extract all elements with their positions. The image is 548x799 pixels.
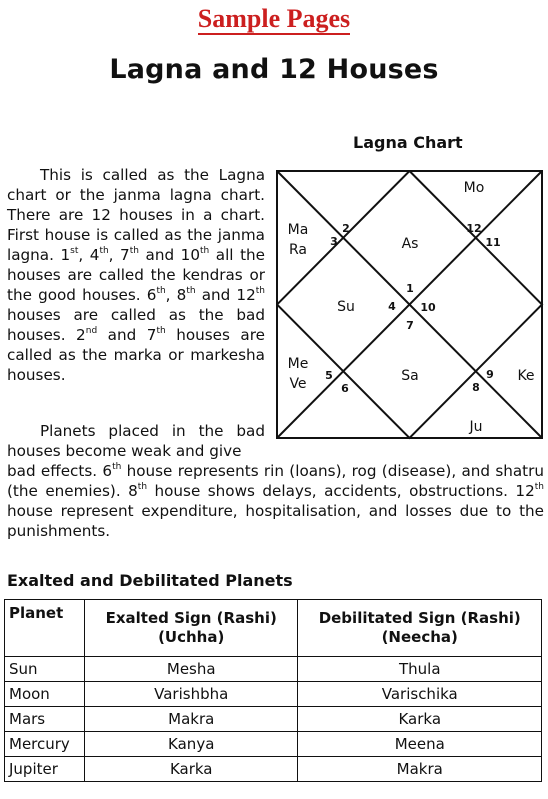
planet-mo: Mo — [463, 180, 485, 196]
cell-planet: Sun — [5, 657, 85, 682]
cell-planet: Moon — [5, 682, 85, 707]
text-span: houses are called as the bad houses. 2 — [7, 306, 265, 344]
exalted-debilitated-table — [4, 599, 542, 782]
banner-text: Sample Pages — [197, 4, 351, 33]
cell-debilitated: Thula — [298, 657, 542, 682]
superscript: th — [156, 286, 166, 296]
house-number-5: 5 — [325, 369, 333, 382]
table-section-title: Exalted and Debilitated Planets — [7, 571, 293, 590]
table-row — [5, 732, 542, 757]
superscript: th — [255, 286, 265, 296]
table-row — [5, 757, 542, 782]
planet-ma: Ma — [287, 222, 309, 238]
superscript: st — [70, 246, 79, 256]
text-span: house represent expenditure, hospitalisation, and losses due to the punishments. — [7, 502, 544, 540]
superscript: th — [186, 286, 196, 296]
cell-planet: Mercury — [5, 732, 85, 757]
house-number-12: 12 — [466, 222, 482, 235]
text-span: bad effects. 6 — [7, 462, 113, 480]
header-debilitated-line2: (Neecha) — [381, 628, 458, 646]
table-header-row — [5, 600, 542, 657]
planet-ke: Ke — [517, 368, 535, 384]
house-number-11: 11 — [485, 236, 501, 249]
cell-debilitated: Meena — [298, 732, 542, 757]
text-span: This is called as the Lagna chart or the janma lagna chart. There are 12 houses in a chart. First house is called as the janma lagna. 1 — [7, 166, 265, 264]
cell-planet: Jupiter — [5, 757, 85, 782]
text-span: , 8 — [165, 286, 187, 304]
cell-planet: Mars — [5, 707, 85, 732]
superscript: th — [99, 246, 109, 256]
cell-exalted: Kanya — [84, 732, 298, 757]
text-span: and 12 — [195, 286, 256, 304]
cell-debilitated: Varischika — [298, 682, 542, 707]
bad-houses-paragraph — [7, 461, 544, 541]
table-row — [5, 657, 542, 682]
planet-me: Me — [287, 356, 309, 372]
text-span: and 7 — [97, 326, 157, 344]
sample-pages-banner — [0, 4, 548, 34]
planet-as: As — [401, 236, 419, 252]
text-span: house represents rin (loans), rog (disease), and shatru (the enemies). 8 — [7, 462, 544, 500]
house-number-9: 9 — [486, 368, 494, 381]
superscript: th — [156, 326, 166, 336]
page-title: Lagna and 12 Houses — [109, 54, 439, 85]
planet-su: Su — [337, 299, 355, 315]
superscript: th — [534, 482, 544, 492]
house-number-1: 1 — [406, 282, 414, 295]
cell-debilitated: Karka — [298, 707, 542, 732]
house-number-2: 2 — [342, 222, 350, 235]
header-exalted — [84, 600, 298, 657]
intro-paragraph — [7, 165, 265, 385]
cell-debilitated: Makra — [298, 757, 542, 782]
chart-title: Lagna Chart — [353, 133, 463, 152]
superscript: th — [199, 246, 210, 256]
superscript: th — [137, 482, 148, 492]
planet-ra: Ra — [289, 242, 307, 258]
house-number-6: 6 — [341, 382, 349, 395]
text-span: , 4 — [78, 246, 100, 264]
superscript: nd — [85, 326, 98, 336]
text-span: house shows delays, accidents, obstructions. 12 — [147, 482, 535, 500]
text-span: and 10 — [138, 246, 200, 264]
cell-exalted: Karka — [84, 757, 298, 782]
lagna-chart — [276, 170, 544, 440]
house-number-8: 8 — [472, 381, 480, 394]
planet-ve: Ve — [289, 376, 307, 392]
header-exalted-line1: Exalted Sign (Rashi) — [105, 609, 277, 627]
table-row — [5, 682, 542, 707]
cell-exalted: Makra — [84, 707, 298, 732]
superscript: th — [129, 246, 139, 256]
table-row — [5, 707, 542, 732]
cell-exalted: Varishbha — [84, 682, 298, 707]
bad-houses-paragraph-start: Planets placed in the bad houses become weak and give — [7, 422, 265, 460]
house-number-4: 4 — [388, 300, 396, 313]
text-span: houses are called as the marka or markesha houses. — [7, 326, 265, 384]
header-debilitated-line1: Debilitated Sign (Rashi) — [318, 609, 521, 627]
superscript: th — [112, 462, 122, 472]
header-debilitated — [298, 600, 542, 657]
header-planet: Planet — [5, 600, 85, 657]
house-number-3: 3 — [330, 235, 338, 248]
text-span: all the houses are called the kendras or the good houses. 6 — [7, 246, 266, 304]
header-exalted-line2: (Uchha) — [158, 628, 225, 646]
planet-sa: Sa — [401, 368, 419, 384]
text-span: , 7 — [108, 246, 130, 264]
house-number-10: 10 — [420, 301, 436, 314]
house-number-7: 7 — [406, 319, 414, 332]
planet-ju: Ju — [469, 419, 483, 435]
cell-exalted: Mesha — [84, 657, 298, 682]
